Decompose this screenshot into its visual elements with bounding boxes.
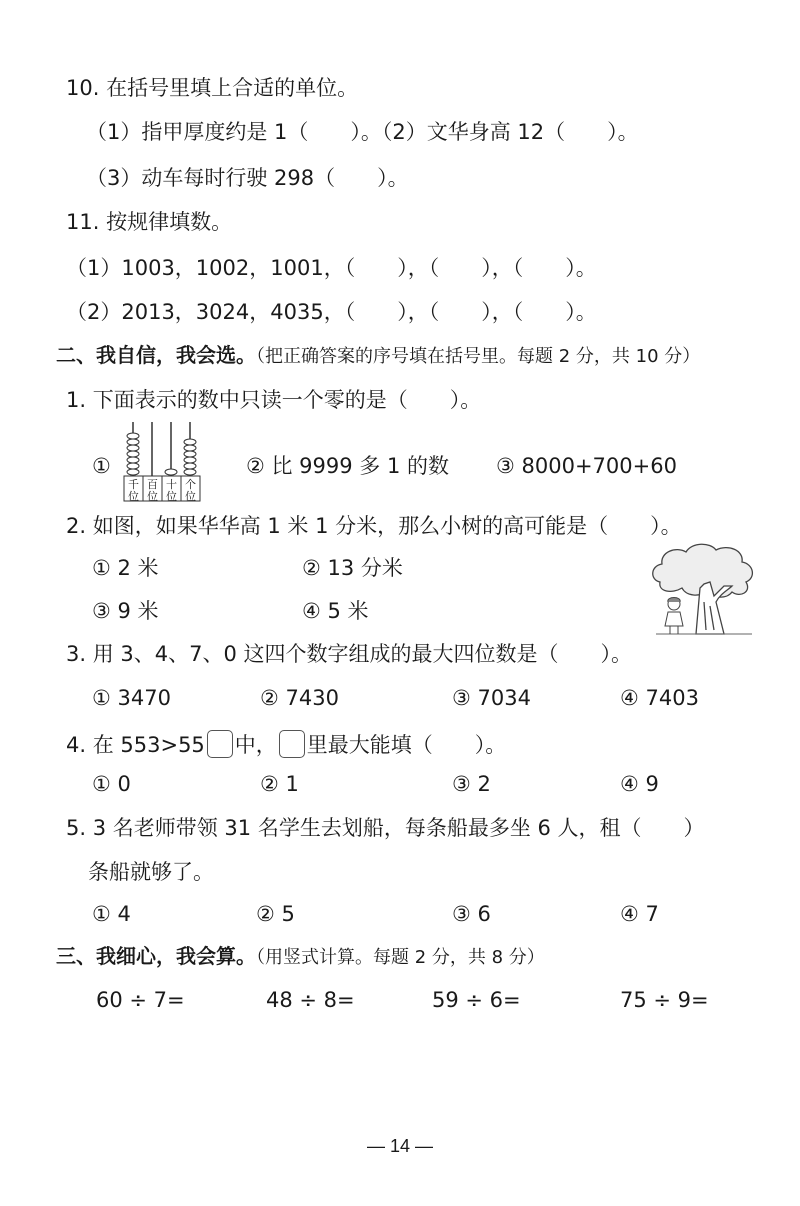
s2q1-option3: ③ 8000+700+60 bbox=[496, 454, 677, 478]
calc-problem-3: 59 ÷ 6= bbox=[432, 988, 521, 1012]
abacus-label-thousands-1: 千 bbox=[128, 478, 139, 491]
abacus-label-ones-2: 位 bbox=[185, 490, 196, 502]
s2q5-question-line1: 5. 3 名老师带领 31 名学生去划船，每条船最多坐 6 人，租（ ） bbox=[66, 816, 705, 840]
abacus-rods bbox=[133, 422, 190, 476]
page-number: — 14 — bbox=[366, 1136, 434, 1156]
s2q4-option4: ④ 9 bbox=[620, 772, 659, 796]
abacus-label-tens-2: 位 bbox=[166, 490, 177, 502]
s2q4-option3: ③ 2 bbox=[452, 772, 491, 796]
s2q5-option4: ④ 7 bbox=[620, 902, 659, 926]
s2q5-option1: ① 4 bbox=[92, 902, 131, 926]
s2q4-part1: 4. 在 553>55 bbox=[66, 733, 205, 757]
s2q5-option2: ② 5 bbox=[256, 902, 295, 926]
calc-problem-1: 60 ÷ 7= bbox=[96, 988, 185, 1012]
q11-line1: （1）1003，1002，1001，（ ），（ ），（ ）。 bbox=[66, 256, 597, 280]
abacus-beads-ones bbox=[184, 439, 196, 475]
s2q2-option4: ④ 5 米 bbox=[302, 599, 369, 623]
section3-heading: 三、我细心，我会算。 bbox=[56, 944, 256, 968]
s2q1-option2: ② 比 9999 多 1 的数 bbox=[246, 454, 450, 478]
s2q2-option2: ② 13 分米 bbox=[302, 556, 403, 580]
s2q5-question-line2: 条船就够了。 bbox=[88, 860, 214, 884]
abacus-label-hundreds-1: 百 bbox=[147, 478, 158, 491]
section3-note: （用竖式计算。每题 2 分，共 8 分） bbox=[256, 947, 545, 968]
s2q2-option3: ③ 9 米 bbox=[92, 599, 159, 623]
calc-problem-4: 75 ÷ 9= bbox=[620, 988, 709, 1012]
s2q3-option2: ② 7430 bbox=[260, 686, 339, 710]
section2-note: （把正确答案的序号填在括号里。每题 2 分，共 10 分） bbox=[256, 346, 701, 367]
s2q3-option4: ④ 7403 bbox=[620, 686, 699, 710]
s2q3-question: 3. 用 3、4、7、0 这四个数字组成的最大四位数是（ ）。 bbox=[66, 642, 633, 666]
s2q4-part3: 里最大能填（ ）。 bbox=[306, 733, 507, 757]
s2q4-option1: ① 0 bbox=[92, 772, 131, 796]
blank-box bbox=[207, 730, 233, 758]
s2q3-option1: ① 3470 bbox=[92, 686, 171, 710]
s2q4-option2: ② 1 bbox=[260, 772, 299, 796]
blank-box bbox=[279, 730, 305, 758]
abacus-label-tens-1: 十 bbox=[166, 478, 177, 491]
q10-line1: （1）指甲厚度约是 1（ ）。（2）文华身高 12（ ）。 bbox=[86, 120, 639, 144]
s2q1-question: 1. 下面表示的数中只读一个零的是（ ）。 bbox=[66, 388, 482, 412]
s2q2-option1: ① 2 米 bbox=[92, 556, 159, 580]
s2q4-part2: 中， bbox=[234, 733, 277, 757]
q11-title: 11. 按规律填数。 bbox=[66, 210, 233, 234]
abacus-label-thousands-2: 位 bbox=[128, 490, 139, 502]
tree-and-girl-illustration bbox=[648, 542, 758, 638]
abacus-label-ones-1: 个 bbox=[185, 478, 196, 491]
calc-problem-2: 48 ÷ 8= bbox=[266, 988, 355, 1012]
q11-line2: （2）2013，3024，4035，（ ），（ ），（ ）。 bbox=[66, 300, 597, 324]
s2q4-question bbox=[66, 730, 506, 759]
section2-heading: 二、我自信，我会选。 bbox=[56, 343, 256, 367]
abacus-beads-tens bbox=[165, 469, 177, 475]
girl-figure bbox=[665, 598, 683, 635]
abacus-beads-thousands bbox=[127, 433, 139, 475]
s2q2-question: 2. 如图，如果华华高 1 米 1 分米，那么小树的高可能是（ ）。 bbox=[66, 514, 682, 538]
s2q1-option1-marker: ① bbox=[92, 454, 111, 478]
section2-header bbox=[56, 341, 700, 371]
q10-title: 10. 在括号里填上合适的单位。 bbox=[66, 76, 359, 100]
s2q5-option3: ③ 6 bbox=[452, 902, 491, 926]
q10-line2: （3）动车每时行驶 298（ ）。 bbox=[86, 166, 409, 190]
abacus-label-hundreds-2: 位 bbox=[147, 490, 158, 502]
abacus-figure bbox=[123, 420, 203, 502]
section3-header bbox=[56, 942, 545, 972]
s2q3-option3: ③ 7034 bbox=[452, 686, 531, 710]
